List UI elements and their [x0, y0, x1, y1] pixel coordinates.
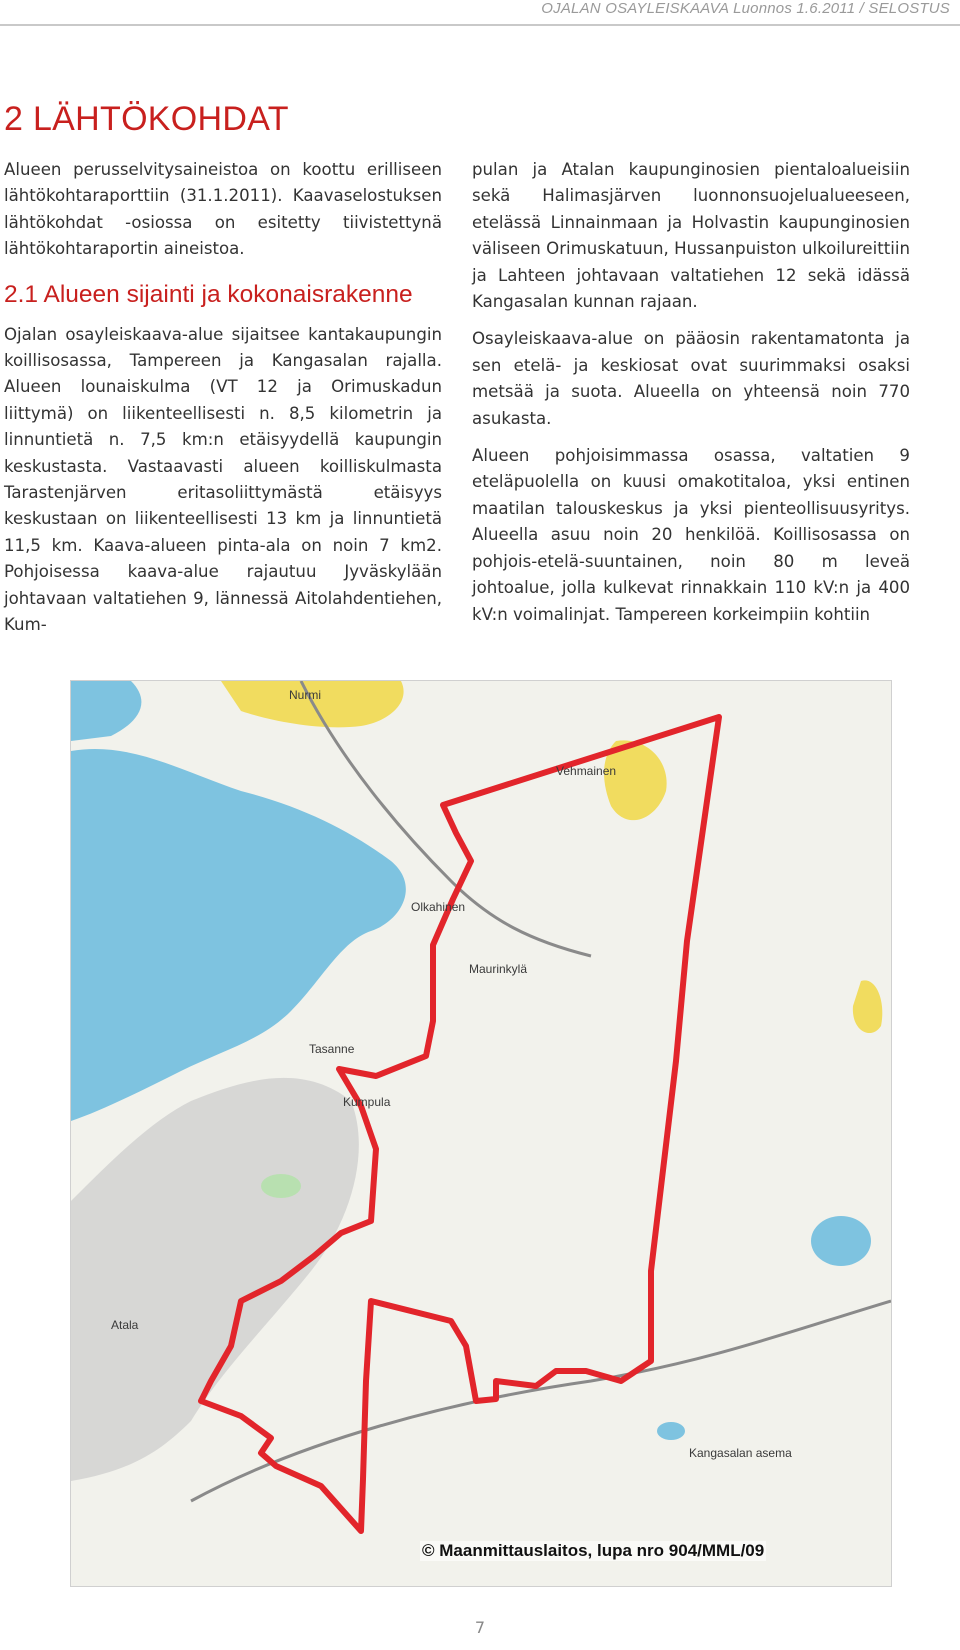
map-label-olkahinen: Olkahinen: [411, 900, 466, 914]
location-map: [70, 680, 892, 1587]
map-label-maurinkyla: Maurinkylä: [469, 962, 528, 976]
map-label-nurmi: Nurmi: [289, 688, 321, 702]
map-label-tasanne: Tasanne: [309, 1042, 355, 1056]
map-copyright: © Maanmittauslaitos, lupa nro 904/MML/09: [422, 1541, 765, 1560]
right-paragraph-3: Alueen pohjoisimmassa osassa, valtatien 9 eteläpuolella on kuusi omakotitaloa, yksi entinen maatilan talouskeskus ja yksi pienteollisuusyritys. Alueella asuu noin 20 henkilöä. Koillisosassa on pohjois-etelä-suuntainen, noin 80 m leveä johtoalue, jolla kulkevat rinnakkain 110 kV:n ja 400 kV:n voimalinjat. Tampereen korkeimpiin kohtiin: [472, 446, 910, 624]
map-label-kumpula: Kumpula: [343, 1095, 391, 1109]
map-small-lake-1: [811, 1216, 871, 1266]
header-rule: [0, 24, 960, 26]
map-label-kangasalan-asema: Kangasalan asema: [689, 1446, 792, 1460]
map-small-lake-3: [261, 1174, 301, 1198]
map-label-atala: Atala: [111, 1318, 139, 1332]
map-graphic: [71, 681, 891, 1586]
right-paragraph-1: pulan ja Atalan kaupunginosien pientaloalueisiin sekä Halimasjärven luonnonsuojelualueeseen, etelässä Linnainmaan ja Holvastin kaupunginosien väliseen Orimuskatuun, Hussanpuiston ulkoilureittiin ja Lahteen johtavaan valtatiehen 12 sekä idässä Kangasalan kunnan rajaan.: [472, 160, 910, 312]
section-heading: 2.1 Alueen sijainti ja kokonaisrakenne: [4, 280, 413, 308]
right-paragraph-2: Osayleiskaava-alue on pääosin rakentamatonta ja sen etelä- ja keskiosat ovat suurimmaksi osaksi metsää ja suota. Alueella on yhteensä noin 770 asukasta.: [472, 329, 910, 428]
chapter-title: 2 LÄHTÖKOHDAT: [4, 100, 289, 138]
chapter-intro: Alueen perusselvitysaineistoa on koottu erilliseen lähtökohtaraporttiin (31.1.2011). Kaavaselostuksen lähtökohdat -osiossa on esitetty tiivistettynä lähtökohtaraportin aineistoa.: [4, 160, 442, 259]
left-paragraph: Ojalan osayleiskaava-alue sijaitsee kantakaupungin koillisosassa, Tampereen ja Kangasalan rajalla. Alueen lounaiskulma (VT 12 ja Orimuskadun liittymä) on liikenteellisesti n. 8,5 kilometrin ja linnuntietä n. 7,5 km:n etäisyydellä kaupungin keskustasta. Vastaavasti alueen koilliskulmasta Tarastenjärven eritasoliittymästä etäisyys keskustaan on liikenteellisesti 13 km ja linnuntietä 11,5 km. Kaava-alueen pinta-ala on noin 7 km2. Pohjoisessa kaava-alue rajautuu Jyväskylään johtavaan valtatiehen 9, lännessä Aitolahdentiehen, Kum-: [4, 324, 442, 635]
map-label-vehmainen: Vehmainen: [556, 764, 617, 778]
left-column: [4, 157, 442, 639]
page-number: 7: [474, 1618, 486, 1637]
running-header: OJALAN OSAYLEISKAAVA Luonnos 1.6.2011 / SELOSTUS: [541, 0, 950, 17]
right-column: [472, 157, 910, 628]
map-small-lake-2: [657, 1422, 685, 1440]
